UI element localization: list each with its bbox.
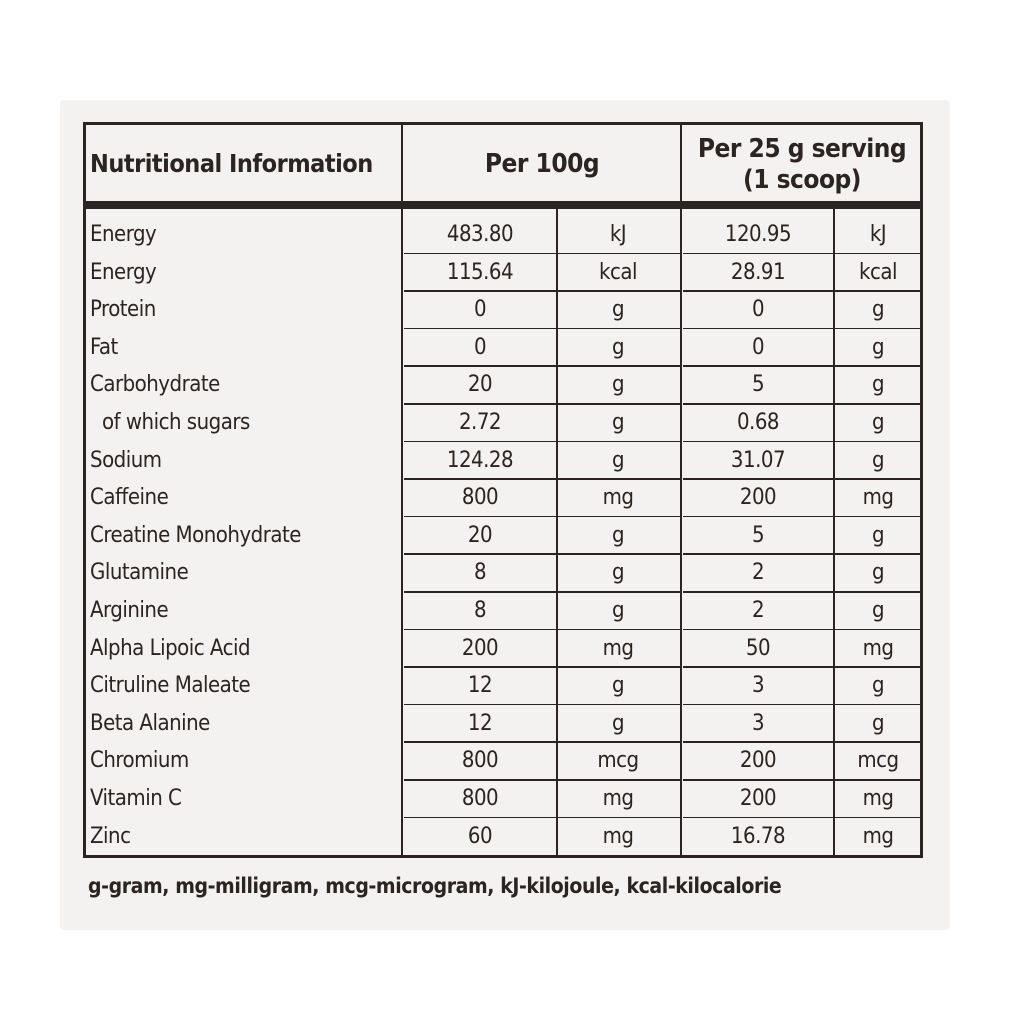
nutrient-name: Energy [90,259,157,285]
unit-per-100g: g [611,334,625,360]
value-per-serving: 200 [739,748,777,774]
unit-per-100g: g [611,410,625,435]
value-per-100g: 12 [467,710,493,736]
row-rule-serving [683,817,833,819]
row-rule-100 [404,704,556,706]
header-divider-1 [401,124,403,204]
value-per-serving: 16.78 [730,823,786,849]
unit-per-serving: g [871,372,885,398]
value-per-serving: 31.07 [730,447,786,473]
unit-per-100g: mg [602,635,634,661]
unit-per-serving: g [871,560,885,586]
table-title: Nutritional Information [90,149,373,178]
value-per-100g: 20 [467,372,493,398]
row-rule-serving [683,478,833,480]
unit-per-100g: g [611,522,625,548]
unit-per-100g: g [611,598,625,623]
value-per-serving: 5 [751,372,765,398]
unit-per-serving: mg [862,485,894,511]
value-per-100g: 800 [461,748,499,774]
nutrient-name: Vitamin C [90,786,182,811]
row-rule-unitserv [835,629,921,631]
row-rule-unitserv [835,441,921,443]
unit-per-serving: mcg [857,748,899,774]
row-rule-100 [404,441,556,443]
row-rule-100 [404,779,556,781]
value-per-serving: 2 [751,598,765,623]
row-rule-unit100 [558,666,680,668]
row-rule-unitserv [835,704,921,706]
row-rule-100 [404,591,556,593]
row-rule-unit100 [558,253,680,255]
value-per-serving: 0.68 [736,410,780,435]
value-per-100g: 20 [467,522,493,548]
value-per-100g: 0 [473,334,487,360]
row-rule-unit100 [558,290,680,292]
row-rule-serving [683,403,833,405]
row-rule-unit100 [558,365,680,367]
per-100g-header: Per 100g [484,149,600,179]
row-rule-serving [683,666,833,668]
row-rule-100 [404,253,556,255]
value-per-100g: 2.72 [458,410,502,435]
row-rule-100 [404,666,556,668]
row-rule-100 [404,553,556,555]
nutrient-name: Beta Alanine [90,710,210,736]
value-per-serving: 3 [751,710,765,736]
row-rule-unitserv [835,516,921,518]
row-rule-serving [683,290,833,292]
nutrient-name: Citruline Maleate [90,673,251,699]
row-rule-serving [683,553,833,555]
value-per-100g: 60 [467,823,493,849]
row-rule-unit100 [558,403,680,405]
nutrient-name: Fat [90,334,118,360]
value-per-serving: 0 [751,334,765,360]
nutrient-name: Creatine Monohydrate [90,522,301,548]
header-rule [85,201,921,209]
value-per-serving: 2 [751,560,765,586]
value-per-serving: 0 [751,297,765,323]
value-per-100g: 124.28 [446,447,514,473]
unit-per-100g: g [611,673,625,699]
row-rule-unit100 [558,516,680,518]
row-rule-unit100 [558,591,680,593]
value-per-100g: 483.80 [446,222,514,247]
nutrient-name: Glutamine [90,560,189,586]
row-rule-unitserv [835,328,921,330]
row-rule-unitserv [835,403,921,405]
row-rule-serving [683,629,833,631]
unit-per-serving: g [871,297,885,323]
unit-per-100g: g [611,710,625,736]
unit-per-100g: g [611,560,625,586]
unit-per-100g: mg [602,823,634,849]
col-divider-name [401,209,403,855]
row-rule-serving [683,741,833,743]
row-rule-100 [404,629,556,631]
unit-per-serving: g [871,598,885,623]
unit-per-100g: g [611,372,625,398]
value-per-100g: 12 [467,673,493,699]
row-rule-unitserv [835,478,921,480]
nutrient-name: Chromium [90,748,189,774]
nutrient-name: Alpha Lipoic Acid [90,635,251,661]
unit-per-serving: g [871,710,885,736]
unit-per-serving: g [871,447,885,473]
unit-per-100g: mcg [597,748,639,774]
row-rule-unitserv [835,779,921,781]
unit-per-serving: g [871,673,885,699]
row-rule-100 [404,478,556,480]
value-per-100g: 800 [461,485,499,511]
row-rule-unit100 [558,629,680,631]
row-rule-unitserv [835,817,921,819]
unit-per-100g: kJ [609,222,627,247]
row-rule-serving [683,704,833,706]
row-rule-unit100 [558,779,680,781]
row-rule-serving [683,365,833,367]
row-rule-serving [683,328,833,330]
value-per-serving: 5 [751,522,765,548]
unit-per-100g: kcal [599,259,637,285]
value-per-100g: 0 [473,297,487,323]
value-per-serving: 3 [751,673,765,699]
nutrient-name: Sodium [90,447,162,473]
value-per-100g: 8 [473,560,487,586]
row-rule-serving [683,441,833,443]
col-divider-serving [680,209,682,855]
row-rule-unitserv [835,666,921,668]
row-rule-unitserv [835,553,921,555]
value-per-serving: 120.95 [724,222,792,247]
row-rule-serving [683,779,833,781]
row-rule-unit100 [558,553,680,555]
row-rule-100 [404,741,556,743]
nutrient-name: Carbohydrate [90,372,220,398]
nutrient-name: of which sugars [102,410,250,435]
nutrient-name: Protein [90,297,156,323]
row-rule-100 [404,817,556,819]
row-rule-100 [404,290,556,292]
nutrient-name: Zinc [90,823,131,849]
row-rule-unit100 [558,704,680,706]
value-per-100g: 800 [461,786,499,811]
unit-footnote: g-gram, mg-milligram, mcg-microgram, kJ-kilojoule, kcal-kilocalorie [88,874,782,898]
row-rule-unit100 [558,817,680,819]
value-per-100g: 115.64 [446,259,514,285]
value-per-100g: 8 [473,598,487,623]
value-per-serving: 50 [745,635,771,661]
row-rule-100 [404,516,556,518]
nutrient-name: Caffeine [90,485,169,511]
unit-per-100g: mg [602,786,634,811]
unit-per-serving: mg [862,786,894,811]
nutrient-name: Arginine [90,598,169,623]
unit-per-serving: kcal [859,259,897,285]
nutrient-name: Energy [90,222,157,247]
row-rule-unitserv [835,253,921,255]
row-rule-serving [683,253,833,255]
row-rule-unitserv [835,591,921,593]
row-rule-unit100 [558,478,680,480]
value-per-serving: 28.91 [730,259,786,285]
unit-per-serving: mg [862,635,894,661]
row-rule-serving [683,591,833,593]
header-divider-2 [680,124,682,204]
unit-per-100g: mg [602,485,634,511]
unit-per-serving: g [871,334,885,360]
row-rule-unit100 [558,741,680,743]
unit-per-serving: g [871,522,885,548]
row-rule-unitserv [835,365,921,367]
row-rule-unitserv [835,741,921,743]
per-serving-header-line1: Per 25 g serving [697,134,907,164]
row-rule-unit100 [558,328,680,330]
value-per-serving: 200 [739,786,777,811]
unit-per-serving: g [871,410,885,435]
row-rule-100 [404,365,556,367]
row-rule-100 [404,328,556,330]
unit-per-serving: mg [862,823,894,849]
row-rule-100 [404,403,556,405]
value-per-serving: 200 [739,485,777,511]
unit-per-100g: g [611,297,625,323]
row-rule-unitserv [835,290,921,292]
value-per-100g: 200 [461,635,499,661]
unit-per-100g: g [611,447,625,473]
row-rule-serving [683,516,833,518]
unit-per-serving: kJ [869,222,887,247]
per-serving-header-line2: (1 scoop) [743,165,861,195]
row-rule-unit100 [558,441,680,443]
